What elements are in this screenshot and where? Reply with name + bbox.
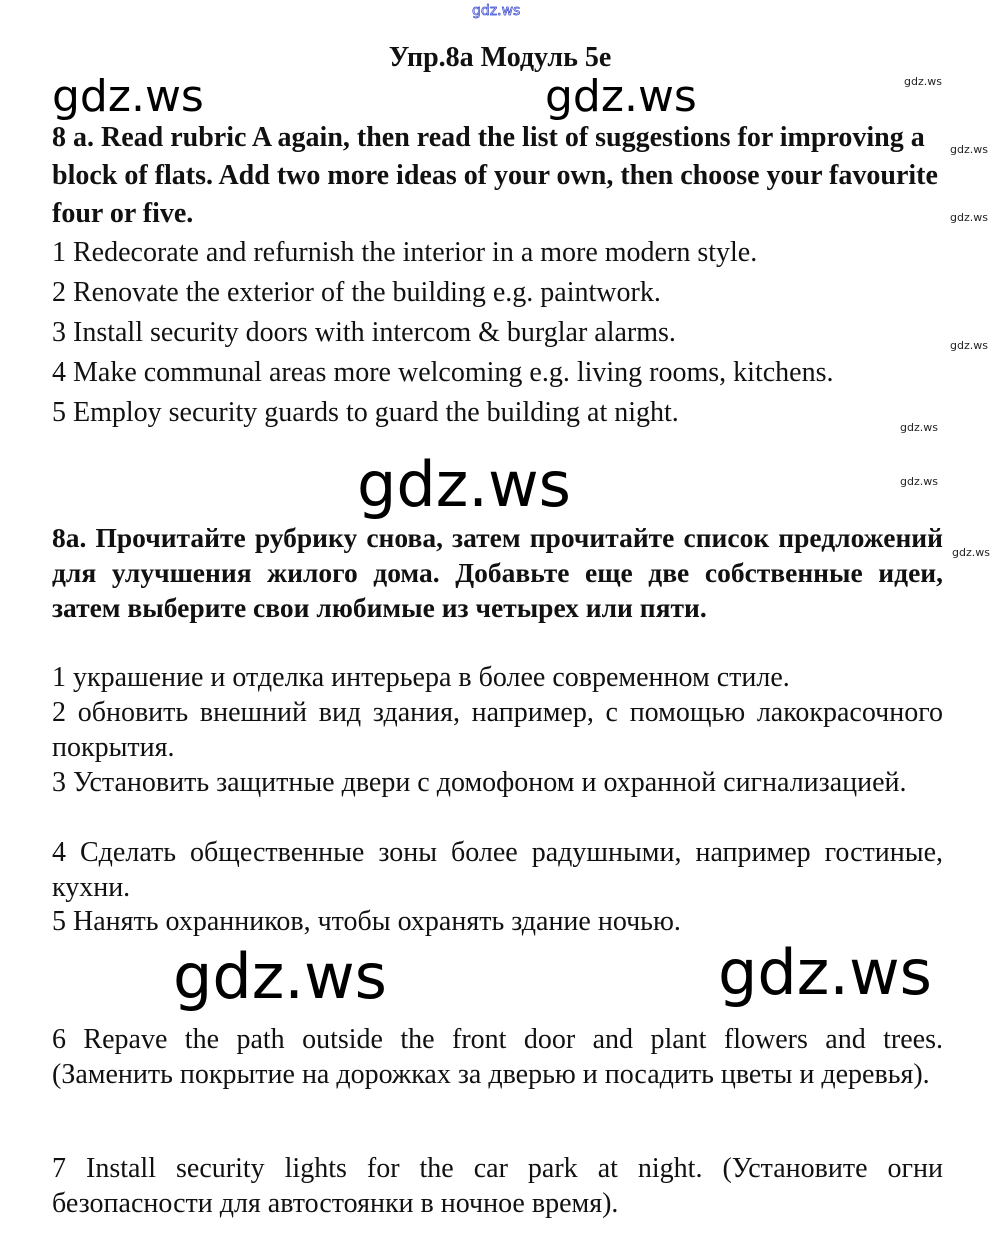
answer-item: 7 Install security lights for the car park at night. (Установите огни безопасности для автостоянки в ночное время). (52, 1153, 943, 1219)
watermark-small: gdz.ws (950, 211, 988, 224)
watermark-small: gdz.ws (950, 339, 988, 352)
answer-item: 6 Repave the path outside the front door and plant flowers and trees. (Заменить покрытие на дорожках за дверью и посадить цветы и деревья). (52, 1024, 943, 1090)
page-title: Упр.8а Модуль 5e (388, 42, 612, 73)
watermark-small: gdz.ws (900, 475, 938, 488)
english-item: 3 Install security doors with intercom & burglar alarms. (52, 317, 676, 348)
watermark: gdz.ws (52, 71, 204, 122)
english-item: 1 Redecorate and refurnish the interior in a more modern style. (52, 237, 758, 268)
watermark-small: gdz.ws (952, 546, 990, 559)
russian-item: 5 Нанять охранников, чтобы охранять здание ночью. (52, 906, 681, 937)
watermark: gdz.ws (357, 448, 571, 521)
english-item: 5 Employ security guards to guard the building at night. (52, 397, 679, 428)
watermark-small: gdz.ws (900, 421, 938, 434)
english-instruction: 8 a. Read rubric A again, then read the list of suggestions for improving a block of flats. Add two more ideas of your own, then choose your favourite four or five. (52, 122, 938, 229)
english-item: 4 Make communal areas more welcoming e.g. living rooms, kitchens. (52, 357, 834, 388)
watermark: gdz.ws (545, 71, 697, 122)
russian-instruction: 8а. Прочитайте рубрику снова, затем прочитайте список предложений для улучшения жилого дома. Добавьте еще две собственные идеи, затем выберите свои любимые из четырех или пяти. (52, 522, 943, 623)
russian-item: 2 обновить внешний вид здания, например, с помощью лакокрасочного покрытия. (52, 697, 943, 763)
watermark-small: gdz.ws (904, 75, 942, 88)
russian-item: 3 Установить защитные двери с домофоном и охранной сигнализацией. (52, 767, 907, 798)
english-item: 2 Renovate the exterior of the building e.g. paintwork. (52, 277, 661, 308)
russian-item: 4 Сделать общественные зоны более радушными, например гостиные, кухни. (52, 837, 943, 903)
russian-item: 1 украшение и отделка интерьера в более современном стиле. (52, 662, 790, 693)
watermark: gdz.ws (718, 936, 932, 1009)
watermark-small: gdz.ws (950, 143, 988, 156)
watermark: gdz.ws (173, 940, 387, 1013)
watermark-top: gdz.ws (472, 3, 521, 19)
